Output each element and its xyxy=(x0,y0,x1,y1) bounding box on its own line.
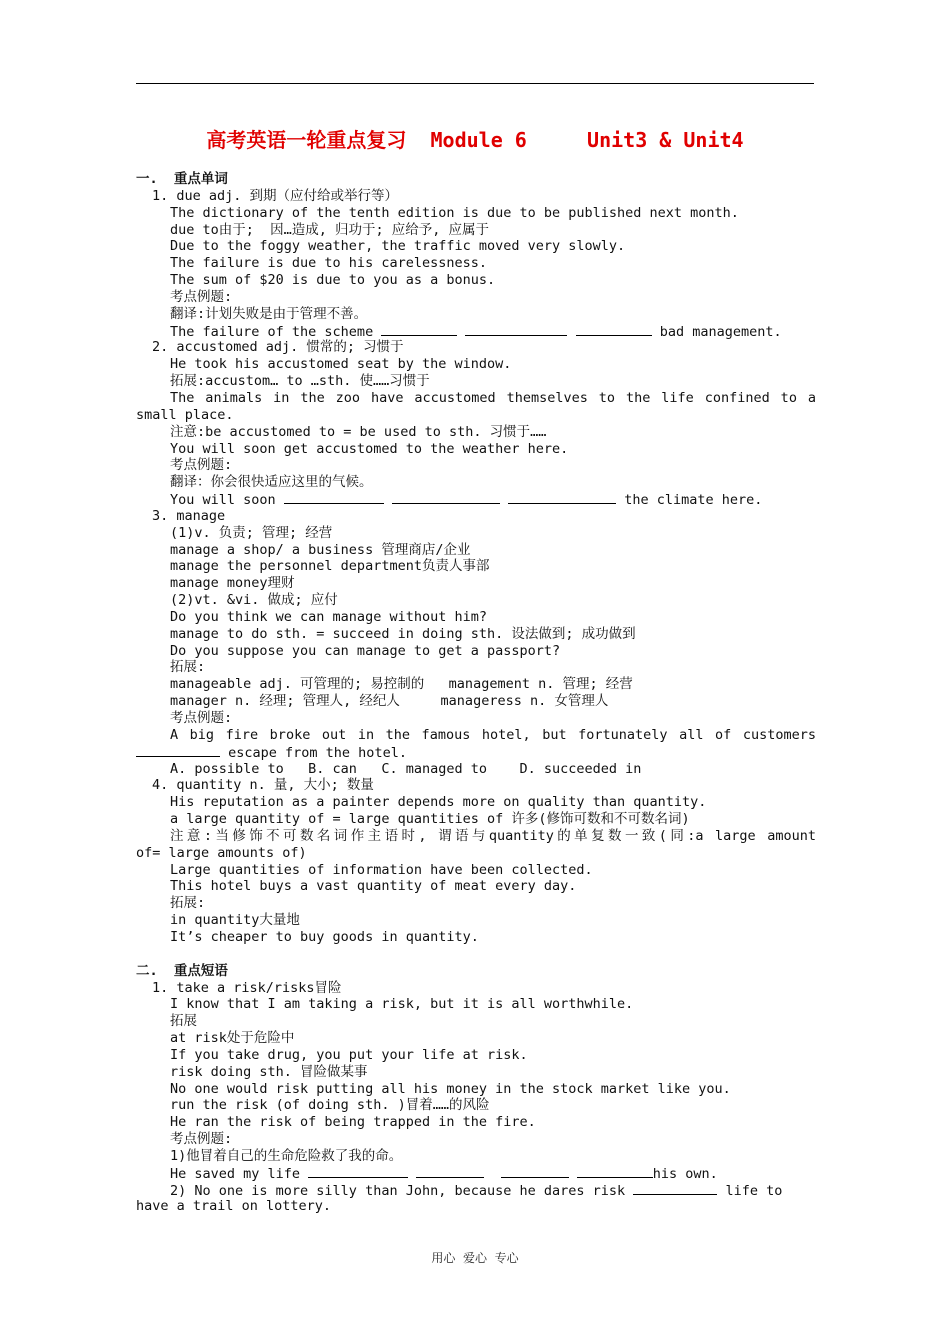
document-title: 高考英语一轮重点复习 Module 6 Unit3 & Unit4 xyxy=(206,128,744,152)
document-body xyxy=(136,171,816,1215)
text-line: 考点例题: xyxy=(170,457,233,474)
text-line: in quantity大量地 xyxy=(170,912,300,929)
text-line: 注意:be accustomed to = be used to sth. 习惯于…… xyxy=(170,423,547,440)
answer-blank xyxy=(633,1182,717,1195)
answer-blank xyxy=(416,1165,484,1178)
text-line: Large quantities of information have been collected. xyxy=(170,861,593,878)
text-line: It’s cheaper to buy goods in quantity. xyxy=(170,928,479,945)
answer-options: A. possible to B. can C. managed to D. succeeded in xyxy=(170,760,642,777)
text-line: due to由于; 因…造成, 归功于; 应给予, 应属于 xyxy=(170,221,490,238)
text-line: manage the personnel department负责人事部 xyxy=(170,558,490,575)
text-line: He ran the risk of being trapped in the fire. xyxy=(170,1114,536,1131)
text-line: His reputation as a painter depends more on quality than quantity. xyxy=(170,794,707,811)
item-label-accustomed: 2. accustomed adj. 惯常的; 习惯于 xyxy=(152,339,404,356)
text-line: manage to do sth. = succeed in doing sth. 设法做到; 成功做到 xyxy=(170,625,636,642)
text-line: 注意:当修饰不可数名词作主语时, 谓语与quantity的单复数一致(同:a large amount xyxy=(170,827,816,844)
text-line: I know that I am taking a risk, but it is all worthwhile. xyxy=(170,996,634,1013)
text-line: at risk处于危险中 xyxy=(170,1030,295,1047)
text-line: 考点例题: xyxy=(170,710,233,726)
section-heading-phrases: 二. 重点短语 xyxy=(136,962,228,979)
text-line: The sum of $20 is due to you as a bonus. xyxy=(170,272,496,289)
text-segment: escape from the hotel. xyxy=(228,744,407,761)
answer-blank xyxy=(577,1165,653,1178)
text-segment: 2) No one is more silly than John, because he dares risk xyxy=(170,1182,626,1199)
answer-blank xyxy=(465,323,567,336)
text-line: A big fire broke out in the famous hotel, but fortunately all of customers xyxy=(170,726,816,743)
fill-blank-line xyxy=(136,323,816,340)
fill-blank-line xyxy=(136,744,816,761)
text-segment: bad management. xyxy=(659,323,782,340)
answer-blank xyxy=(501,1165,569,1178)
text-line: risk doing sth. 冒险做某事 xyxy=(170,1063,368,1080)
text-line: If you take drug, you put your life at risk. xyxy=(170,1046,528,1063)
text-line: have a trail on lottery. xyxy=(136,1198,332,1215)
item-label-take-a-risk: 1. take a risk/risks冒险 xyxy=(152,979,342,996)
answer-blank xyxy=(392,491,500,504)
text-segment: life to xyxy=(725,1182,783,1199)
text-line: 拓展: xyxy=(170,895,206,912)
text-line: 1)他冒着自己的生命危险救了我的命。 xyxy=(170,1147,403,1164)
text-line: 翻译：你会很快适应这里的气候。 xyxy=(170,474,373,491)
answer-blank xyxy=(381,323,457,336)
text-segment: the climate here. xyxy=(624,492,763,509)
answer-blank xyxy=(136,744,220,757)
text-line: Do you suppose you can manage to get a passport? xyxy=(170,642,561,659)
page-footer: 用心 爱心 专心 xyxy=(431,1251,519,1265)
item-label-quantity: 4. quantity n. 量, 大小; 数量 xyxy=(152,777,374,794)
answer-blank xyxy=(508,491,616,504)
text-line: Due to the foggy weather, the traffic moved very slowly. xyxy=(170,238,626,255)
text-line: He took his accustomed seat by the window. xyxy=(170,356,512,373)
item-label-manage: 3. manage xyxy=(152,507,226,524)
answer-blank xyxy=(308,1165,408,1178)
text-line: manage a shop/ a business 管理商店/企业 xyxy=(170,541,471,558)
item-label-due: 1. due adj. 到期（应付给或举行等） xyxy=(152,187,399,204)
text-segment: You will soon xyxy=(170,492,276,509)
text-line: small place. xyxy=(136,406,234,423)
text-line: 翻译:计划失败是由于管理不善。 xyxy=(170,305,368,322)
text-line: The dictionary of the tenth edition is due to be published next month. xyxy=(170,204,739,221)
text-line: 拓展: xyxy=(170,659,206,676)
header-rule xyxy=(136,83,814,84)
text-line: The animals in the zoo have accustomed themselves to the life confined to a xyxy=(170,389,816,406)
text-line: 考点例题: xyxy=(170,1131,233,1148)
text-line: This hotel buys a vast quantity of meat every day. xyxy=(170,878,577,895)
text-segment: He saved my life xyxy=(170,1165,301,1182)
text-line: The failure is due to his carelessness. xyxy=(170,255,487,272)
fill-blank-line xyxy=(136,1165,816,1182)
text-line: You will soon get accustomed to the weather here. xyxy=(170,440,569,457)
text-segment: his own. xyxy=(652,1165,718,1182)
text-line: 拓展 xyxy=(170,1013,197,1030)
section-heading-words: 一. 重点单词 xyxy=(136,171,228,187)
fill-blank-line xyxy=(136,1182,816,1199)
text-line: a large quantity of = large quantities of 许多(修饰可数和不可数名词) xyxy=(170,811,690,828)
text-line: Do you think we can manage without him? xyxy=(170,608,487,625)
fill-blank-line xyxy=(136,491,816,508)
answer-blank xyxy=(576,323,652,336)
text-line: manage money理财 xyxy=(170,575,295,592)
answer-blank xyxy=(284,491,384,504)
text-line: No one would risk putting all his money in the stock market like you. xyxy=(170,1080,731,1097)
text-line: of= large amounts of) xyxy=(136,844,307,861)
text-line: (1)v. 负责; 管理; 经营 xyxy=(170,524,333,541)
text-segment: The failure of the scheme xyxy=(170,323,374,340)
text-line: manager n. 经理; 管理人, 经纪人 manageress n. 女管理人 xyxy=(170,693,609,710)
section-gap xyxy=(136,946,816,963)
text-line: manageable adj. 可管理的; 易控制的 management n. 管理; 经营 xyxy=(170,676,633,693)
text-line: 拓展:accustom… to …sth. 使……习惯于 xyxy=(170,373,430,390)
text-line: (2)vt. &vi. 做成; 应付 xyxy=(170,592,338,609)
text-line: 考点例题: xyxy=(170,288,233,305)
text-line: run the risk (of doing sth. )冒着……的风险 xyxy=(170,1097,490,1114)
